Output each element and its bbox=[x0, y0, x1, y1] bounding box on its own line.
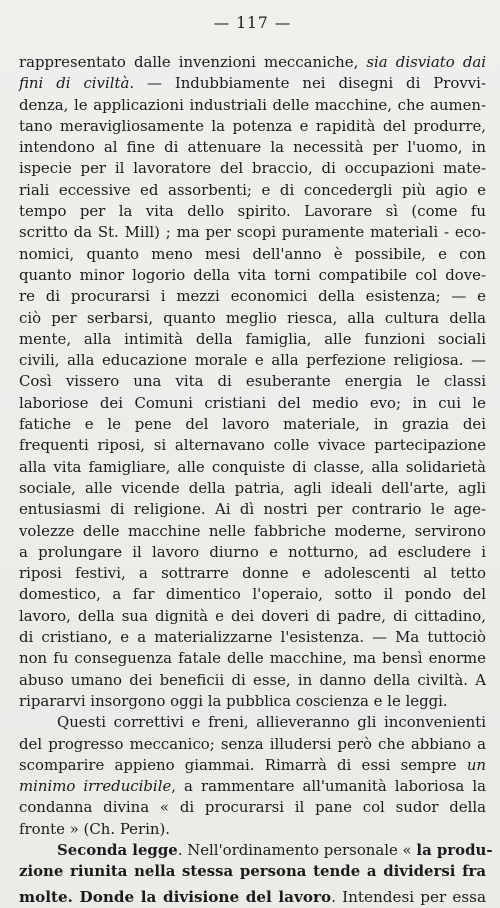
text-line bbox=[19, 286, 486, 307]
text-segment: abuso umano dei beneficii di esse, in danno della civiltà. A bbox=[19, 670, 486, 689]
text-segment: riposi festivi, a sottrarre donne e adolescenti al tetto bbox=[19, 564, 486, 583]
text-line bbox=[19, 222, 486, 243]
text-segment: quanto minor logorio della vita torni compatibile col dove- bbox=[19, 265, 486, 284]
text-segment: fronte » (Ch. Perin). bbox=[19, 819, 170, 838]
text-segment: . — Indubbiamente nei disegni di Provvi- bbox=[129, 74, 486, 93]
text-segment: . Intendesi per essa bbox=[331, 887, 486, 906]
text-segment: entusiasmi di religione. Ai dì nostri per contrario le age- bbox=[19, 500, 486, 519]
text-segment: zione riunita nella stessa persona tende a dividersi fra bbox=[19, 862, 486, 881]
text-line bbox=[19, 52, 486, 73]
page-number: — 117 — bbox=[213, 14, 292, 32]
text-line bbox=[19, 308, 486, 329]
text-line bbox=[19, 691, 486, 712]
text-segment: fatiche e le pene del lavoro materiale, in grazia dei bbox=[19, 415, 486, 434]
text-segment: Così vissero una vita di esuberante energia le classi bbox=[19, 372, 486, 391]
text-segment: tempo per la vita dello spirito. Lavorare sì (come fu bbox=[19, 202, 486, 221]
text-segment: , a rammentare all'umanità laboriosa la bbox=[171, 777, 486, 796]
text-line bbox=[19, 648, 486, 669]
text-segment: scritto da St. Mill) ; ma per scopi puramente materiali - eco- bbox=[19, 223, 486, 242]
text-line bbox=[19, 627, 486, 648]
text-segment: ciò per serbarsi, quanto meglio riesca, alla cultura della bbox=[19, 308, 486, 327]
text-line bbox=[19, 201, 486, 222]
text-line bbox=[19, 819, 486, 840]
text-line bbox=[19, 521, 486, 542]
text-line bbox=[19, 371, 486, 392]
text-line bbox=[19, 265, 486, 286]
body-text bbox=[19, 52, 493, 908]
text-line bbox=[19, 414, 486, 435]
text-segment: ispecie per il lavoratore del braccio, di occupazioni mate- bbox=[19, 159, 486, 178]
text-segment: nomici, quanto meno mesi dell'anno è possibile, e con bbox=[19, 244, 486, 263]
text-line bbox=[19, 776, 486, 797]
text-segment: domestico, a far dimentico l'operaio, sotto il pondo del bbox=[19, 585, 486, 604]
text-line bbox=[19, 95, 486, 116]
text-line bbox=[19, 499, 486, 520]
text-line bbox=[19, 887, 486, 908]
text-segment: fini di civiltà bbox=[19, 74, 130, 93]
text-line bbox=[19, 73, 486, 94]
text-segment: minimo irreducibile bbox=[19, 777, 172, 796]
text-line bbox=[19, 542, 486, 563]
text-line bbox=[19, 393, 486, 414]
text-line bbox=[19, 244, 486, 265]
text-line bbox=[19, 180, 486, 201]
text-segment: volezze delle macchine nelle fabbriche moderne, servirono bbox=[19, 521, 486, 540]
text-line bbox=[19, 329, 486, 350]
text-segment: la produ- bbox=[416, 840, 493, 859]
text-line bbox=[19, 584, 486, 605]
text-segment: scomparire appieno giammai. Rimarrà di essi sempre bbox=[19, 755, 467, 774]
text-line bbox=[19, 734, 486, 755]
text-segment: un bbox=[466, 755, 486, 774]
text-line bbox=[19, 670, 486, 691]
text-line bbox=[19, 478, 486, 499]
text-segment: non fu conseguenza fatale delle macchine, ma bensì enorme bbox=[19, 649, 486, 668]
text-segment: sociale, alle vicende della patria, agli ideali dell'arte, agli bbox=[19, 478, 486, 497]
text-segment: laboriose dei Comuni cristiani del medio evo; in cui le bbox=[19, 393, 486, 412]
text-segment: Seconda legge bbox=[57, 840, 178, 859]
text-segment: mente, alla intimità della famiglia, alle funzioni sociali bbox=[19, 329, 486, 348]
text-segment: re di procurarsi i mezzi economici della esistenza; — e bbox=[19, 287, 486, 306]
text-segment: condanna divina « di procurarsi il pane col sudor della bbox=[19, 798, 486, 817]
text-segment: tano meravigliosamente la potenza e rapidità del produrre, bbox=[19, 116, 486, 135]
text-segment: ripararvi insorgono oggi la pubblica coscienza e le leggi. bbox=[19, 691, 448, 710]
text-line bbox=[19, 606, 486, 627]
text-segment: intendono al fine di attenuare la necessità per l'uomo, in bbox=[19, 138, 486, 157]
text-segment: civili, alla educazione morale e alla perfezione religiosa. — bbox=[19, 351, 486, 370]
text-segment: alla vita famigliare, alle conquiste di classe, alla solidarietà bbox=[19, 457, 486, 476]
text-segment: . Nell'ordinamento personale « bbox=[177, 840, 417, 859]
text-line bbox=[19, 712, 486, 733]
text-line bbox=[19, 350, 486, 371]
text-line bbox=[19, 137, 486, 158]
text-line bbox=[19, 797, 486, 818]
text-line bbox=[19, 116, 486, 137]
text-segment: lavoro, della sua dignità e dei doveri di padre, di cittadino, bbox=[19, 606, 486, 625]
text-segment: del progresso meccanico; senza illudersi però che abbiano a bbox=[19, 734, 486, 753]
text-segment: denza, le applicazioni industriali delle macchine, che aumen- bbox=[19, 95, 486, 114]
text-segment: sia disviato dai bbox=[366, 53, 486, 71]
text-line bbox=[19, 755, 486, 776]
text-segment: frequenti riposi, si alternavano colle vivace partecipazione bbox=[19, 436, 486, 455]
text-line bbox=[19, 840, 493, 861]
text-segment: riali eccessive ed assorbenti; e di concedergli più agio e bbox=[19, 180, 486, 199]
text-line bbox=[19, 563, 486, 584]
text-segment: di cristiano, e a materializzarne l'esistenza. — Ma tuttociò bbox=[19, 628, 486, 647]
text-segment: a prolungare il lavoro diurno e notturno, ad escludere i bbox=[19, 542, 486, 561]
text-line bbox=[19, 435, 486, 456]
text-segment: molte. Donde la divisione del lavoro bbox=[19, 887, 332, 906]
text-line bbox=[19, 158, 486, 179]
text-line bbox=[19, 457, 486, 478]
text-segment: rappresentato dalle invenzioni meccaniche, bbox=[19, 53, 367, 71]
text-segment: Questi correttivi e freni, allieveranno gli inconvenienti bbox=[57, 713, 486, 732]
text-line bbox=[19, 861, 486, 882]
